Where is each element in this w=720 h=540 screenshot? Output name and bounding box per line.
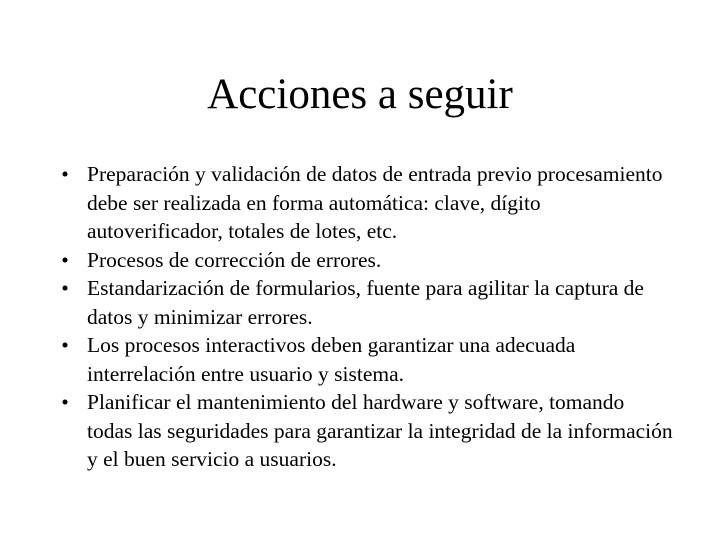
slide-title: Acciones a seguir [207,71,513,118]
bullet-icon: • [61,390,69,414]
bullet-icon: • [61,333,69,357]
bullet-text: Preparación y validación de datos de entrada previo procesamiento debe ser realizada en forma automática: clave, dígito autoverificador, totales de lotes, etc. [87,162,663,243]
bullet-item [55,388,675,474]
bullet-text: Estandarización de formularios, fuente para agilitar la captura de datos y minimizar errores. [87,276,644,329]
bullet-text: Planificar el mantenimiento del hardware y software, tomando todas las seguridades para garantizar la integridad de la información y el buen servicio a usuarios. [87,390,673,471]
bullet-list [55,160,675,474]
bullet-item [55,246,675,275]
bullet-icon: • [61,276,69,300]
bullet-icon: • [61,162,69,186]
bullet-text: Los procesos interactivos deben garantizar una adecuada interrelación entre usuario y sistema. [87,333,576,386]
bullet-item [55,160,675,246]
bullet-item [55,331,675,388]
bullet-icon: • [61,247,69,272]
bullet-item [55,274,675,331]
bullet-text: Procesos de corrección de errores. [87,247,382,272]
